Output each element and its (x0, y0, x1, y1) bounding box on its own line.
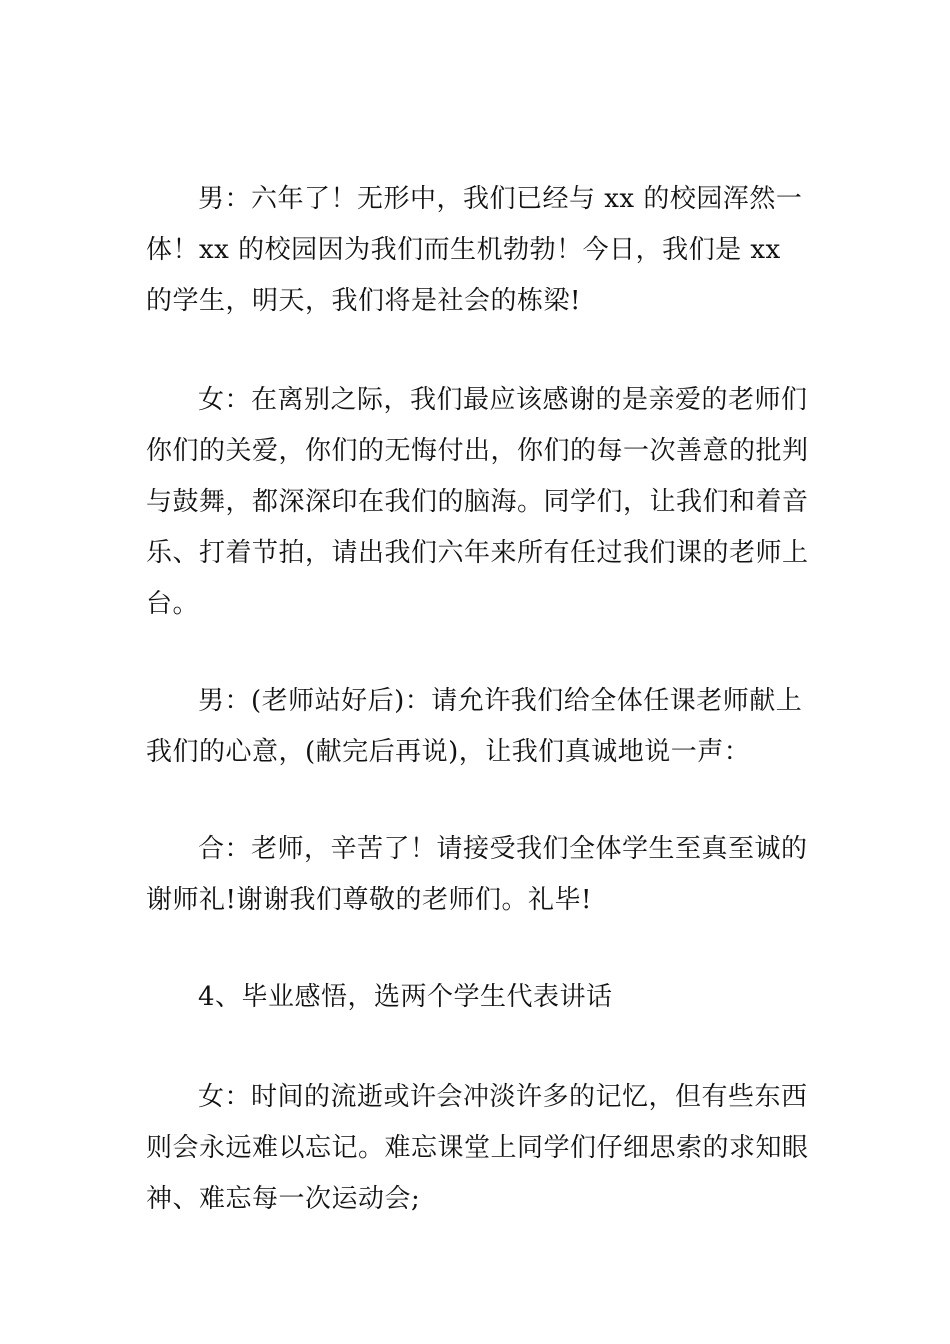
paragraph-male-speech-2: 男：(老师站好后)：请允许我们给全体任课老师献上我们的心意，(献完后再说)，让我们真诚地说一声： (146, 686, 803, 767)
paragraph-female-speech-2: 女：时间的流逝或许会冲淡许多的记忆，但有些东西则会永远难以忘记。难忘课堂上同学们仔细思索的求知眼神、难忘每一次运动会; (146, 1082, 809, 1214)
paragraph-chorus: 合：老师，辛苦了！请接受我们全体学生至真至诚的谢师礼!谢谢我们尊敬的老师们。礼毕! (146, 834, 808, 915)
paragraph-female-speech-1: 女：在离别之际，我们最应该感谢的是亲爱的老师们你们的关爱，你们的无悔付出，你们的每一次善意的批判与鼓舞，都深深印在我们的脑海。同学们，让我们和着音乐、打着节拍，请出我们六年来所有任过我们课的老师上台。 (146, 385, 809, 619)
section-heading: 4、毕业感悟，选两个学生代表讲话 (198, 982, 613, 1012)
paragraph-male-speech-1: 男：六年了！无形中，我们已经与 xx 的校园浑然一体！xx 的校园因为我们而生机勃勃！今日，我们是 xx 的学生，明天，我们将是社会的栋梁! (146, 184, 803, 316)
